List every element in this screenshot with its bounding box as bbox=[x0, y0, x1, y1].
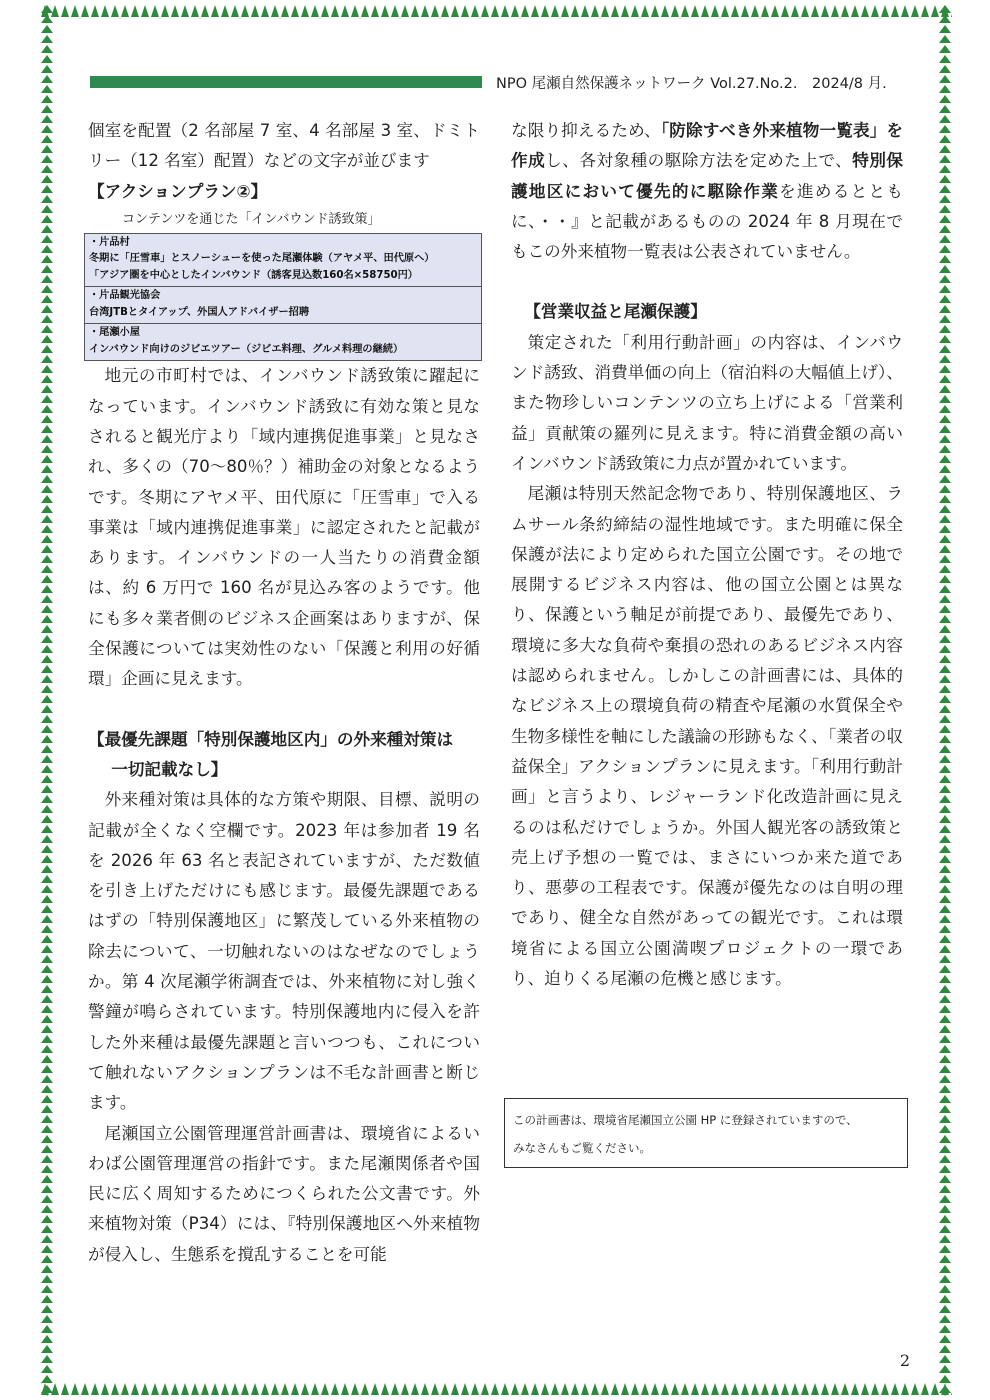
note-line: この計画書は、環境省尾瀬国立公園 HP に登録されていますので、 bbox=[513, 1113, 858, 1127]
action-plan-row bbox=[85, 287, 481, 324]
note-line: みなさんもご覧ください。 bbox=[513, 1141, 651, 1155]
alien-species-heading-line1: 【最優先課題「特別保護地区内」の外来種対策は bbox=[88, 729, 454, 749]
row-title: ・尾瀬小屋 bbox=[89, 327, 140, 339]
intro-paragraph: 個室を配置（2 名部屋 7 室、4 名部屋 3 室、ドミトリー（12 名室）配置）などの文字が並びます bbox=[88, 121, 480, 171]
right-tree-border-icon bbox=[938, 4, 952, 1396]
bottom-tree-border-icon bbox=[40, 1382, 952, 1396]
revenue-paragraph: 策定された「利用行動計画」の内容は、インバウンド誘致、消費単価の向上（宿泊料の大幅値上げ）、また物珍しいコンテンツの立ち上げによる「営業利益」貢献策の羅列に見えます。特に消費金額の高いインバウンド誘致策に力点が置かれています。 bbox=[511, 332, 903, 473]
header-accent-bar bbox=[90, 76, 482, 88]
inbound-paragraph: 地元の市町村では、インバウンド誘致策に躍起になっています。インバウンド誘致に有効な策と見なされると観光庁より「域内連携促進事業」と見なされ、多くの（70～80％？）補助金の対象となるようです。冬期にアヤメ平、田代原に「圧雪車」で入る事業は「域内連携促進事業」に認定されたと記載があります。インバウンドの一人当たりの消費金額は、約 6 万円で 160 名が見込み客のようです。他にも多々業者側のビジネス企画案はありますが、保全保護については実効性のない「保護と利用の好循環」企画に見えます。 bbox=[88, 366, 480, 689]
left-column bbox=[88, 116, 480, 1270]
revenue-heading: 【営業収益と尾瀬保護】 bbox=[524, 302, 707, 322]
right-column bbox=[511, 116, 903, 994]
action-plan-table bbox=[84, 233, 482, 362]
row-line: インバウンド向けのジビエツアー（ジビエ料理、グルメ料理の継続） bbox=[89, 343, 404, 355]
left-tree-border-icon bbox=[40, 4, 54, 1396]
action-plan-caption: コンテンツを通じた「インバウンド誘致策」 bbox=[122, 211, 381, 227]
note-box bbox=[504, 1098, 908, 1168]
emphasis-removal: 特別保護地区において優先的に駆除作業 bbox=[511, 151, 904, 201]
alien-species-paragraph: 外来種対策は具体的な方策や期限、目標、説明の記載が全くなく空欄です。2023 年は参加者 19 名を 2026 年 63 名と表記されていますが、ただ数値を引き上げただけにも感じます。最優先課題であるはずの「特別保護地区」に繁茂している外来植物の除去について、一切触れないのはなぜなのでしょうか。第 4 次尾瀬学術調査では、外来植物に対し強く警鐘が鳴らされています。特別保護地内に侵入を許した外来種は最優先課題と言いつつも、これについて触れないアクションプランは不毛な計画書と断じます。 bbox=[88, 790, 480, 1113]
management-plan-paragraph: 尾瀬国立公園管理運営計画書は、環境省によるいわば公園管理運営の指針です。また尾瀬関係者や国民に広く周知するためにつくられた公文書です。外来植物対策（P34）には、『特別保護地区へ外来植物が侵入し、生態系を撹乱することを可能 bbox=[88, 1123, 480, 1264]
oze-protection-paragraph: 尾瀬は特別天然記念物であり、特別保護地区、ラムサール条約締結の湿性地域です。また明確に保全保護が法により定められた国立公園です。その地で展開するビジネス内容は、他の国立公園とは異なり、保護という軸足が前提であり、最優先であり、環境に多大な負荷や棄損の恐れのあるビジネス内容は認められません。しかしこの計画書には、具体的なビジネス上の環境負荷の精査や尾瀬の水質保全や生物多様性を軸にした議論の形跡もなく、「業者の収益保全」アクションプランに見えます。「利用行動計画」と言うより、レジャーランド化改造計画に見えるのは私だけでしょうか。外国人観光客の誘致策と売上げ予想の一覧では、まさにいつか来た道であり、悪夢の工程表です。保護が優先なのは自明の理であり、健全な自然があっての観光です。これは環境省による国立公園満喫プロジェクトの一環であり、迫りくる尾瀬の危機と感じます。 bbox=[511, 484, 903, 989]
action-plan-row bbox=[85, 234, 481, 288]
row-line: 冬期に「圧雪車」とスノーシューを使った尾瀬体験（アヤメ平、田代原へ） bbox=[89, 253, 435, 265]
emphasis-list: 「防除すべき外来植物一覧表」を作成 bbox=[511, 121, 903, 171]
top-tree-border-icon bbox=[40, 4, 952, 18]
alien-species-heading-line2: 一切記載なし】 bbox=[111, 759, 228, 779]
row-line: 台湾JTBとタイアップ、外国人アドバイザー招聘 bbox=[89, 306, 310, 318]
action-plan-row bbox=[85, 324, 481, 360]
continued-paragraph: な限り抑えるため、「防除すべき外来植物一覧表」を作成し、各対象種の駆除方法を定めた上で、特別保護地区において優先的に駆除作業を進めるとともに、・・』と記載があるものの 2024 年 8 月現在でもこの外来植物一覧表は公表されていません。 bbox=[511, 121, 904, 262]
row-title: ・片品村 bbox=[89, 236, 130, 248]
action-plan-heading: 【アクションプラン②】 bbox=[88, 181, 268, 201]
row-line: 「アジア圏を中心としたインバウンド（誘客見込数160名×58750円） bbox=[89, 269, 418, 281]
page-number: 2 bbox=[899, 1351, 910, 1370]
row-title: ・片品観光協会 bbox=[89, 290, 161, 302]
header-title: NPO 尾瀬自然保護ネットワーク Vol.27.No.2. 2024/8 月. bbox=[496, 76, 887, 92]
